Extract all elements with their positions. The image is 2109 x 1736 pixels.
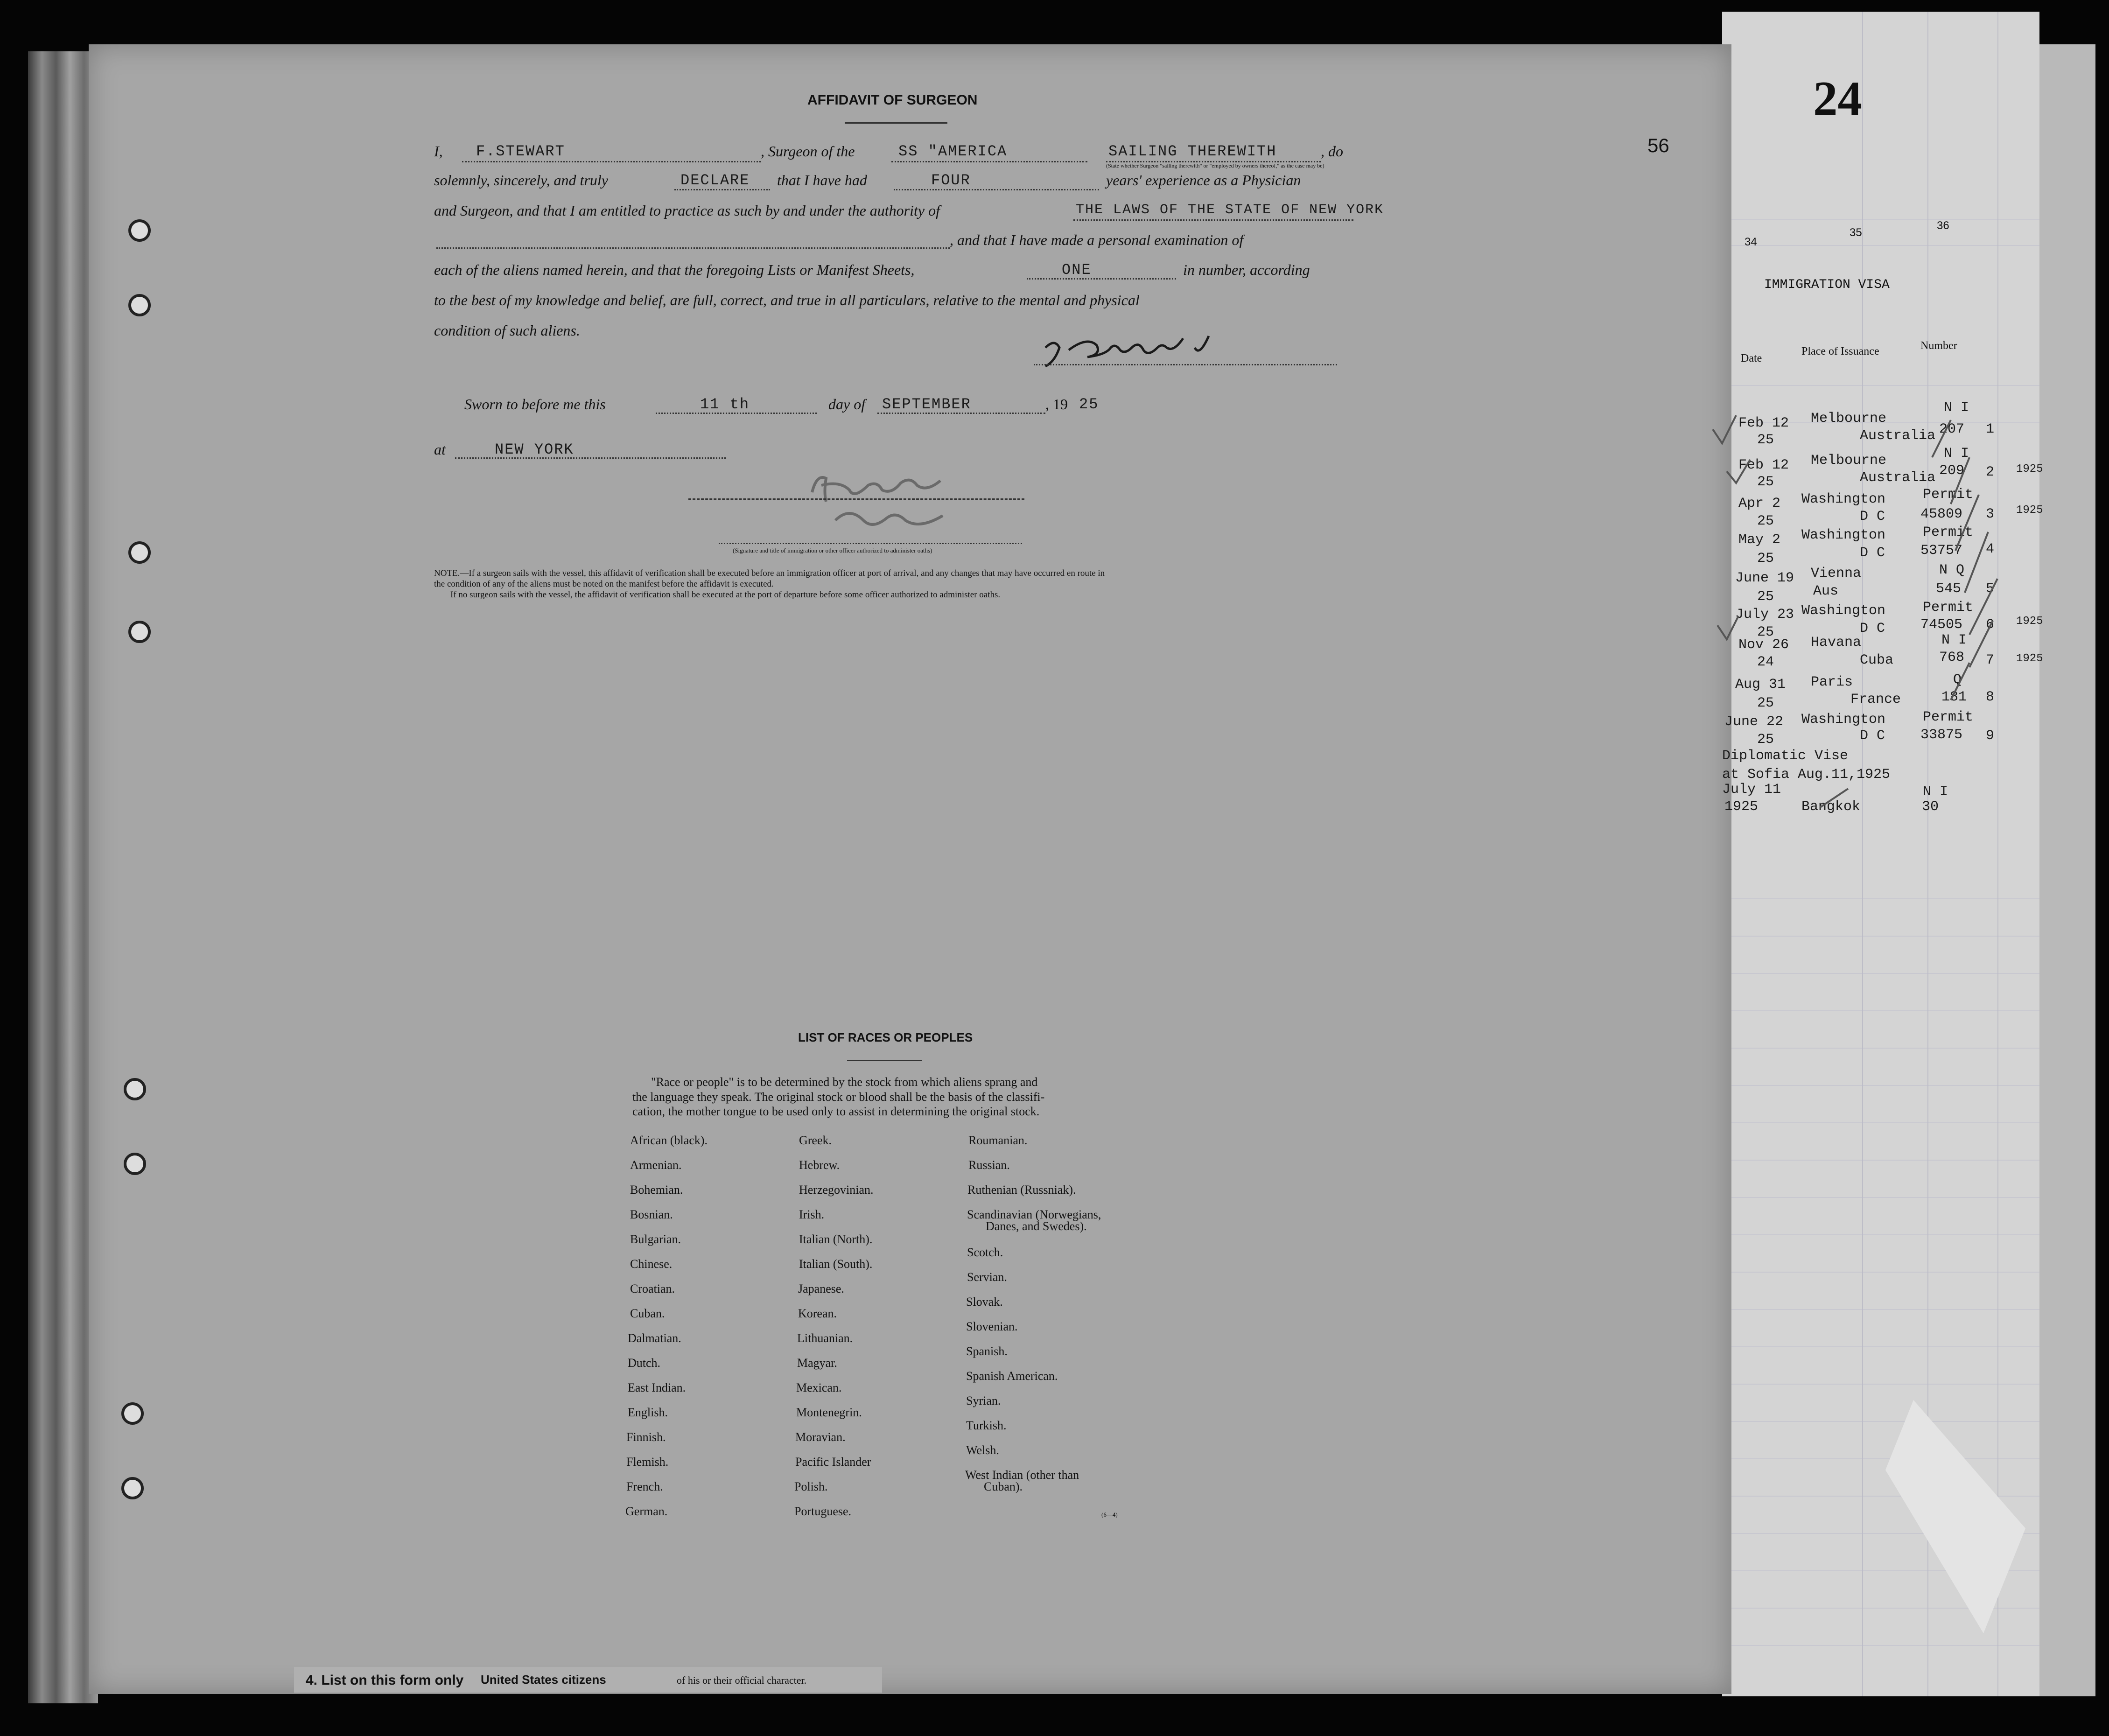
affidavit-text: in number, according: [1183, 261, 1310, 278]
page-number: 56: [1647, 134, 1669, 156]
signature-caption: (Signature and title of immigration or other officer authorized to administer oaths): [733, 547, 932, 554]
visa-place: D C: [1860, 545, 1885, 561]
visa-place: Paris: [1811, 674, 1853, 690]
blank-line: [894, 189, 1099, 190]
blank-line: [462, 161, 761, 162]
race-item: Portuguese.: [794, 1505, 852, 1518]
race-item: Italian (North).: [799, 1232, 873, 1246]
visa-number: N I: [1923, 784, 1948, 800]
visa-date: 25: [1757, 695, 1774, 711]
visa-number: 209: [1939, 463, 1965, 479]
races-title: LIST OF RACES OR PEOPLES: [798, 1030, 973, 1044]
race-item: Montenegrin.: [796, 1406, 862, 1419]
bottom-strip-text-3: of his or their official character.: [677, 1674, 807, 1686]
visa-date: 25: [1757, 432, 1774, 448]
visa-date: 24: [1757, 654, 1774, 670]
note-line-1: NOTE.—If a surgeon sails with the vessel, this affidavit of verification shall be executed before an immigration officer at port of arrival, and any changes that may have occurred en route in: [434, 568, 1105, 578]
race-item: Russian.: [968, 1158, 1010, 1172]
sworn-day: 11 th: [700, 396, 750, 413]
race-item: Welsh.: [966, 1443, 999, 1457]
visa-date: 1925: [1724, 799, 1759, 815]
race-item: Chinese.: [630, 1257, 673, 1271]
race-item: Magyar.: [797, 1356, 837, 1370]
race-item: Korean.: [798, 1307, 837, 1320]
visa-date: 25: [1757, 624, 1774, 640]
visa-number: N I: [1941, 632, 1967, 648]
race-item: Bohemian.: [630, 1183, 683, 1197]
races-intro-2: the language they speak. The original stock or blood shall be the basis of the classifi-: [632, 1090, 1045, 1104]
declare-word: DECLARE: [680, 172, 750, 189]
race-item: Dutch.: [628, 1356, 661, 1370]
affidavit-text: years' experience as a Physician: [1106, 172, 1301, 189]
blank-line: [891, 161, 1087, 162]
race-item: Slovak.: [966, 1295, 1003, 1309]
officer-signature: [793, 460, 1036, 548]
visa-number: Permit: [1923, 600, 1974, 616]
affidavit-text: solemnly, sincerely, and truly: [434, 172, 608, 189]
race-item: Bosnian.: [630, 1208, 673, 1221]
race-item: Moravian.: [795, 1430, 846, 1444]
visa-number: Permit: [1923, 709, 1974, 725]
blank-line: [674, 189, 770, 190]
race-item: Hebrew.: [799, 1158, 840, 1172]
visa-column-number: 35: [1850, 226, 1862, 239]
sailing-note: (State whether Surgeon "sailing therewith" or "employed by owners thereof," as the case may be): [1106, 162, 1324, 169]
visa-column-number: 34: [1745, 236, 1757, 248]
affidavit-text: day of: [828, 396, 866, 413]
visa-date: 25: [1757, 551, 1774, 567]
visa-place: Havana: [1811, 635, 1862, 651]
race-item: Lithuanian.: [797, 1331, 853, 1345]
blank-line: [1027, 278, 1176, 280]
race-item: English.: [628, 1406, 668, 1419]
visa-number: 768: [1939, 650, 1965, 665]
affidavit-text: , 19: [1045, 396, 1068, 413]
race-item: Servian.: [967, 1270, 1007, 1284]
affidavit-text: at: [434, 441, 446, 458]
visa-place: Washington: [1801, 527, 1886, 543]
visa-row-index: 2: [1986, 464, 1995, 480]
visa-note: 1925: [2016, 463, 2043, 476]
affidavit-text: I,: [434, 143, 443, 160]
race-item: Greek.: [799, 1134, 832, 1147]
visa-column-number: 36: [1937, 219, 1949, 232]
affidavit-text: condition of such aliens.: [434, 322, 580, 339]
visa-place: Washington: [1801, 491, 1886, 507]
visa-header-number: Number: [1920, 340, 1957, 352]
race-item: East Indian.: [628, 1381, 686, 1394]
punch-hole-icon: [121, 1477, 144, 1499]
races-intro-1: "Race or people" is to be determined by the stock from which aliens sprang and: [651, 1075, 1038, 1089]
race-item: Armenian.: [630, 1158, 682, 1172]
race-item: Flemish.: [626, 1455, 669, 1469]
race-item: French.: [626, 1480, 663, 1493]
race-item: Spanish American.: [966, 1369, 1058, 1383]
visa-row-index: 8: [1986, 689, 1995, 705]
visa-place: D C: [1860, 728, 1885, 744]
race-item: Roumanian.: [968, 1134, 1028, 1147]
race-item: Finnish.: [626, 1430, 666, 1444]
visa-row-index: 7: [1986, 652, 1995, 668]
race-item: Scandinavian (Norwegians,: [967, 1208, 1101, 1221]
race-item: Ruthenian (Russniak).: [967, 1183, 1076, 1197]
signature-line: [1034, 364, 1337, 365]
affidavit-text: Sworn to before me this: [464, 396, 606, 413]
races-title-rule: [847, 1060, 922, 1061]
officer-title-line: [719, 543, 1022, 544]
visa-place: France: [1850, 692, 1901, 707]
visa-place: Washington: [1801, 712, 1886, 728]
visa-place: Washington: [1801, 603, 1886, 619]
visa-number: Permit: [1923, 487, 1974, 503]
visa-number: 45809: [1920, 506, 1963, 522]
pencil-check-marks: [1708, 401, 2035, 821]
visa-number: N Q: [1939, 562, 1965, 578]
visa-date: 25: [1757, 474, 1774, 490]
race-item: Herzegovinian.: [799, 1183, 874, 1197]
punch-hole-icon: [128, 219, 151, 242]
visa-place: Australia: [1860, 428, 1936, 444]
punch-hole-icon: [124, 1078, 146, 1100]
visa-date: 25: [1757, 732, 1774, 748]
visa-date: 25: [1757, 513, 1774, 529]
visa-date: July 23: [1735, 607, 1794, 623]
visa-date: July 11: [1722, 782, 1781, 798]
race-item: Mexican.: [796, 1381, 842, 1394]
visa-place: Bangkok: [1801, 799, 1861, 815]
visa-row-index: 3: [1986, 506, 1995, 522]
visa-date: 25: [1757, 589, 1774, 605]
visa-row-index: 9: [1986, 728, 1995, 744]
races-intro-3: cation, the mother tongue to be used only to assist in determining the original stock.: [632, 1105, 1040, 1118]
race-item: Spanish.: [966, 1344, 1008, 1358]
punch-hole-icon: [128, 294, 151, 316]
race-item: Slovenian.: [966, 1320, 1018, 1333]
affidavit-text: , do: [1321, 143, 1343, 160]
affidavit-text: to the best of my knowledge and belief, are full, correct, and true in all particulars, relative to the mental and physical: [434, 292, 1140, 308]
sworn-year: 25: [1079, 396, 1099, 413]
race-item: Dalmatian.: [628, 1331, 681, 1345]
race-item: Pacific Islander: [795, 1455, 871, 1469]
visa-number: 74505: [1920, 617, 1963, 633]
visa-number: 545: [1936, 581, 1962, 597]
visa-place: Vienna: [1811, 566, 1862, 581]
underlying-sheet-edge: [2039, 44, 2095, 1696]
visa-number: N I: [1944, 446, 1969, 462]
visa-header-place: Place of Issuance: [1801, 345, 1879, 357]
visa-number: 181: [1941, 689, 1967, 705]
visa-place: Cuba: [1860, 652, 1894, 668]
bottom-strip-text-2: United States citizens: [481, 1673, 606, 1687]
race-item: Croatian.: [630, 1282, 675, 1295]
affidavit-text: each of the aliens named herein, and that the foregoing Lists or Manifest Sheets,: [434, 261, 915, 278]
sailing-status: SAILING THEREWITH: [1108, 143, 1277, 160]
visa-number: Permit: [1923, 525, 1974, 540]
race-item: Irish.: [799, 1208, 825, 1221]
visa-number: Q: [1953, 672, 1962, 688]
visa-number: 30: [1922, 799, 1939, 815]
visa-row-index: 5: [1986, 581, 1995, 597]
visa-number: 33875: [1920, 727, 1963, 743]
race-item: African (black).: [630, 1134, 708, 1147]
note-line-3: If no surgeon sails with the vessel, the affidavit of verification shall be executed at the port of departure before some officer authorized to administer oaths.: [450, 590, 1001, 600]
blank-line: [436, 247, 950, 249]
visa-place: Aus: [1813, 583, 1839, 599]
visa-date: Feb 12: [1738, 457, 1789, 473]
visa-heading: IMMIGRATION VISA: [1764, 278, 1890, 292]
form-code: (6—4): [1101, 1511, 1118, 1518]
race-item: Turkish.: [966, 1419, 1007, 1432]
visa-header-date: Date: [1741, 352, 1762, 364]
visa-sheet-number: 24: [1813, 71, 1862, 126]
visa-date: June 19: [1735, 570, 1794, 586]
race-item: Polish.: [794, 1480, 828, 1493]
punch-hole-icon: [124, 1153, 146, 1175]
visa-place: Melbourne: [1811, 411, 1887, 427]
sworn-place: NEW YORK: [495, 441, 574, 458]
race-item: German.: [625, 1505, 668, 1518]
visa-number: N I: [1944, 400, 1969, 416]
visa-place: D C: [1860, 509, 1885, 525]
years-experience: FOUR: [931, 172, 971, 189]
race-item: Cuban.: [630, 1307, 665, 1320]
visa-date: June 22: [1724, 714, 1784, 730]
visa-number: 207: [1939, 421, 1965, 437]
visa-date: Aug 31: [1735, 677, 1786, 693]
visa-date: May 2: [1738, 532, 1781, 548]
ship-name: SS "AMERICA: [898, 143, 1008, 160]
affidavit-text: that I have had: [777, 172, 867, 189]
race-item: Scotch.: [967, 1246, 1003, 1259]
visa-number: 53757: [1920, 543, 1963, 559]
affidavit-text: , and that I have made a personal examination of: [950, 231, 1244, 248]
bottom-strip-text: 4. List on this form only: [306, 1673, 464, 1688]
visa-date: Feb 12: [1738, 415, 1789, 431]
visa-row-index: 4: [1986, 541, 1995, 557]
diplomatic-vise: Diplomatic Vise: [1722, 748, 1849, 764]
race-item: Bulgarian.: [630, 1232, 681, 1246]
race-item: Syrian.: [966, 1394, 1001, 1407]
visa-note: 1925: [2016, 615, 2043, 628]
paper-stack-edge: [28, 51, 98, 1703]
visa-date: Apr 2: [1738, 496, 1781, 511]
punch-hole-icon: [128, 621, 151, 643]
visa-note: 1925: [2016, 504, 2043, 517]
race-item: Cuban).: [984, 1480, 1023, 1493]
sworn-month: SEPTEMBER: [882, 396, 971, 413]
visa-place: Australia: [1860, 470, 1936, 486]
note-line-2: the condition of any of the aliens must be noted on the manifest before the affidavit is executed.: [434, 579, 774, 589]
race-item: West Indian (other than: [965, 1468, 1079, 1482]
surgeon-name: F.STEWART: [476, 143, 565, 160]
visa-row-index: 6: [1986, 617, 1995, 633]
race-item: Japanese.: [798, 1282, 844, 1295]
practice-authority: THE LAWS OF THE STATE OF NEW YORK: [1076, 202, 1384, 218]
race-item: Danes, and Swedes).: [986, 1219, 1087, 1233]
affidavit-text: , Surgeon of the: [761, 143, 855, 160]
punch-hole-icon: [121, 1402, 144, 1425]
race-item: Italian (South).: [799, 1257, 873, 1271]
affidavit-title: AFFIDAVIT OF SURGEON: [807, 92, 978, 108]
visa-row-index: 1: [1986, 421, 1995, 437]
blank-line: [1073, 219, 1353, 221]
officer-signature-line: [688, 498, 1024, 500]
visa-sheet: [1722, 12, 2039, 1696]
visa-place: D C: [1860, 621, 1885, 637]
visa-note: 1925: [2016, 652, 2043, 665]
diplomatic-vise-detail: at Sofia Aug.11,1925: [1722, 767, 1891, 783]
affidavit-text: and Surgeon, and that I am entitled to practice as such by and under the authority of: [434, 202, 940, 219]
visa-date: Nov 26: [1738, 637, 1789, 653]
punch-hole-icon: [128, 541, 151, 564]
visa-place: Melbourne: [1811, 453, 1887, 469]
manifest-sheets: ONE: [1062, 261, 1092, 279]
title-rule: [845, 122, 947, 124]
